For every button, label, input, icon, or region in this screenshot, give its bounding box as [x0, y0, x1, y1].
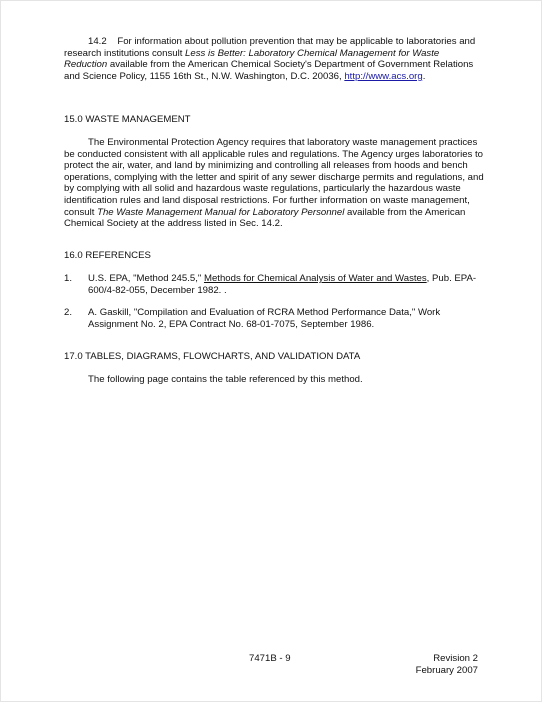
section-15-heading: 15.0 WASTE MANAGEMENT: [64, 114, 191, 125]
footer-revision: Revision 2: [433, 653, 478, 664]
reference-number: 1.: [64, 273, 73, 284]
section-number: 14.2: [88, 36, 107, 47]
footer-date: February 2007: [415, 664, 478, 676]
reference-number: 2.: [64, 307, 73, 318]
acs-website-link[interactable]: http://www.acs.org: [344, 70, 423, 82]
section-15-paragraph: [64, 137, 484, 230]
paragraph-text: For information about pollution prevention that may be applicable to laboratories and research institutions consult: [64, 36, 476, 59]
section-17-paragraph: The following page contains the table referenced by this method.: [88, 374, 363, 385]
section-17-heading: 17.0 TABLES, DIAGRAMS, FLOWCHARTS, AND VALIDATION DATA: [64, 351, 361, 362]
reference-author: U.S. EPA, "Method 245.5,": [88, 273, 204, 284]
reference-text: A. Gaskill, "Compilation and Evaluation of RCRA Method Performance Data," Work Assignment No. 2, EPA Contract No. 68-01-7075, September 1986.: [88, 307, 441, 330]
publication-title: Less is Better: Laboratory Chemical Management for Waste Reduction: [64, 47, 440, 71]
reference-text: [88, 273, 484, 296]
section-14-2-paragraph: [64, 36, 484, 82]
paragraph-text: available from the American Chemical Society at the address listed in Sec. 14.2.: [64, 206, 466, 230]
punctuation: .: [422, 70, 426, 82]
footer-revision-block: [416, 653, 478, 676]
section-16-heading: 16.0 REFERENCES: [64, 250, 151, 261]
reference-details: , Pub. EPA-600/4-82-055, December 1982. .: [88, 273, 477, 296]
paragraph-text: The Environmental Protection Agency requires that laboratory waste management practices be conducted consistent with all applicable rules and regulations. The Agency urges laboratories to protect the air, water, and land by minimizing and controlling all releases from hoods and bench operations, complying with the letter and spirit of any sewer discharge permits and regulations, and by complying with all solid and hazardous waste regulations, particularly the hazardous waste identification rules and land disposal restrictions. For further information on waste management, consult: [64, 137, 484, 218]
footer-page-id: 7471B - 9: [249, 653, 291, 664]
paragraph-text: available from the American Chemical Society's Department of Government Relations and Science Policy, 1155 16th St., N.W. Washington, D.C. 20036,: [64, 59, 474, 82]
reference-publication-title: Methods for Chemical Analysis of Water and Wastes: [203, 273, 427, 284]
publication-title: The Waste Management Manual for Laboratory Personnel: [97, 206, 345, 218]
